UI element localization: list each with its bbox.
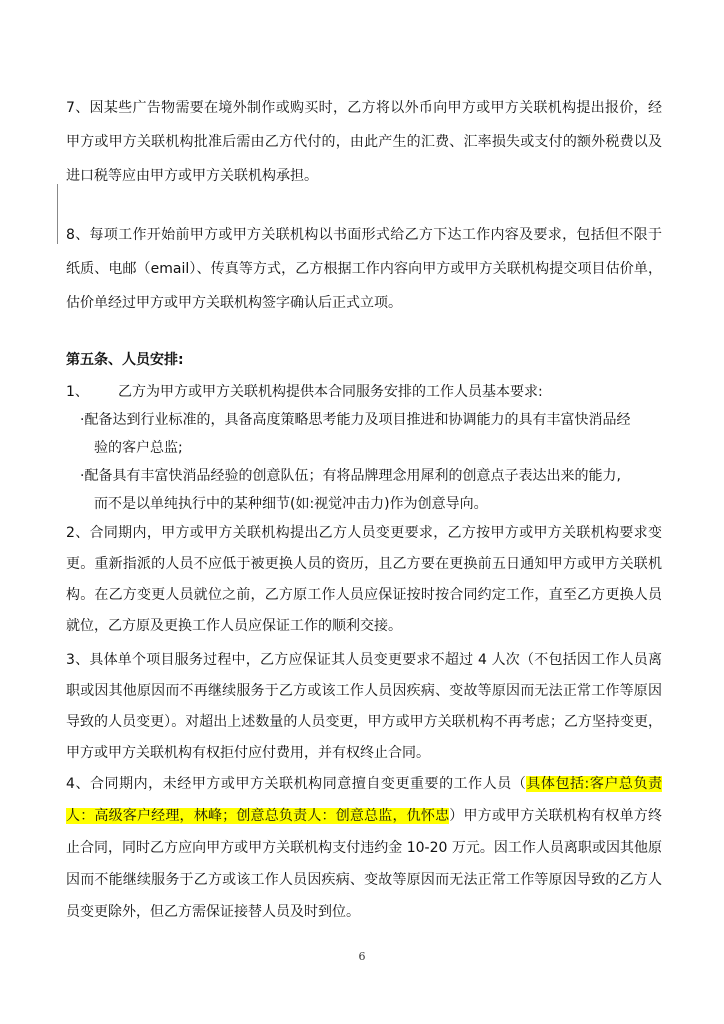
clause5-item3: 3、具体单个项目服务过程中，乙方应保证其人员变更要求不超过 4 人次（不包括因工作人员离职或因其他原因而不再继续服务于乙方或该工作人员因疾病、变故等原因而无法正常工作等原因导致的人员变更）。对超出上述数量的人员变更，甲方或甲方关联机构不再考虑；乙方坚持变更，甲方或甲方关联机构有权拒付应付费用，并有权终止合同。 — [66, 652, 662, 761]
paragraph-item7: 7、因某些广告物需要在境外制作或购买时，乙方将以外币向甲方或甲方关联机构提出报价，经甲方或甲方关联机构批准后需由乙方代付的，由此产生的汇费、汇率损失或支付的额外税费以及进口税等应由甲方或甲方关联机构承担。 — [66, 100, 662, 184]
item4-text-start: 4、合同期内，未经甲方或甲方关联机构同意擅自变更重要的工作人员（ — [66, 776, 527, 792]
clause5-item4 — [66, 768, 662, 928]
clause5-item2: 2、合同期内，甲方或甲方关联机构提出乙方人员变更要求，乙方按甲方或甲方关联机构要求变更。重新指派的人员不应低于被更换人员的资历，且乙方要在更换前五日通知甲方或甲方关联机构。在乙方变更人员就位之前，乙方原工作人员应保证按时按合同约定工作，直至乙方更换人员就位，乙方原及更换工作人员应保证工作的顺利交接。 — [66, 525, 662, 634]
bullet1-line2: 验的客户总监; — [94, 440, 183, 456]
bullet2-line1: ·配备具有丰富快消品经验的创意队伍；有将品牌理念用犀利的创意点子表达出来的能力, — [80, 468, 621, 484]
margin-change-bar — [57, 184, 58, 244]
clause5-item1 — [66, 378, 662, 406]
item4-text-end: ）甲方或甲方关联机构有权单方终止合同，同时乙方应向甲方或甲方关联机构支付违约金 10-20 万元。因工作人员离职或因其他原因而不能继续服务于乙方或该工作人员因疾病、变故等原因而无法正常工作等原因导致的乙方人员变更除外，但乙方需保证接替人员及时到位。 — [66, 808, 663, 920]
item4-highlighted-text: 具体包括:客户总负责人：高级客户经理，林峰；创意总负责人：创意总监，仇怀忠 — [66, 776, 663, 824]
item1-text: 乙方为甲方或甲方关联机构提供本合同服务安排的工作人员基本要求: — [118, 384, 543, 400]
paragraph-item8: 8、每项工作开始前甲方或甲方关联机构以书面形式给乙方下达工作内容及要求，包括但不限于纸质、电邮（email）、传真等方式，乙方根据工作内容向甲方或甲方关联机构提交项目估价单，估价单经过甲方或甲方关联机构签字确认后正式立项。 — [66, 227, 662, 311]
bullet1-line1: ·配备达到行业标准的，具备高度策略思考能力及项目推进和协调能力的具有丰富快消品经 — [80, 412, 631, 428]
clause5-body — [66, 378, 662, 642]
section-heading: 第五条、人员安排: — [66, 352, 184, 368]
bullet2-line2: 而不是以单纯执行中的某种细节(如:视觉冲击力)作为创意导向。 — [94, 496, 488, 512]
item1-number: 1、 — [66, 384, 89, 400]
page-number: 6 — [358, 950, 366, 963]
clause4-item7 — [66, 91, 662, 193]
clause4-item8 — [66, 218, 662, 320]
